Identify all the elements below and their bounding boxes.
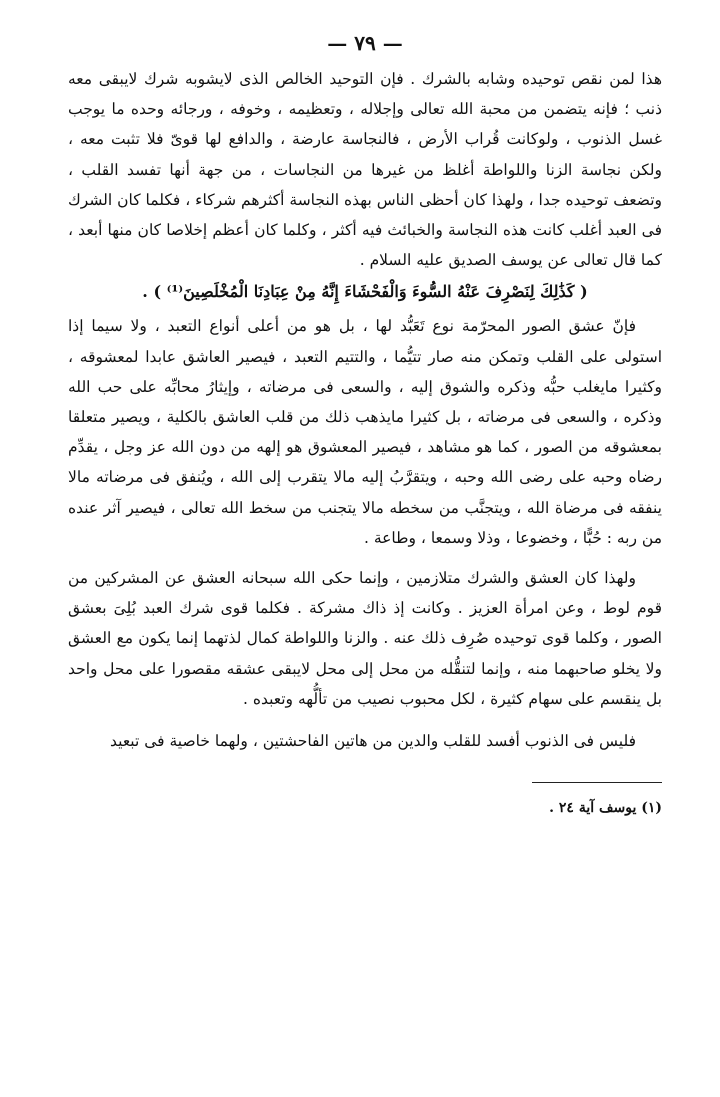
paragraph-4: فليس فى الذنوب أفسد للقلب والدين من هاتين الفاحشتين ، ولهما خاصية فى تبعيد xyxy=(110,732,636,751)
quran-verse: ( كَذَٰلِكَ لِنَصْرِفَ عَنْهُ السُّوءَ وَالْفَحْشَاءَ إِنَّهُ مِنْ عِبَادِنَا الْمُخْلَصِينَ⁽¹⁾ ) . xyxy=(142,282,588,302)
footnote-divider xyxy=(532,782,662,783)
paragraph-1: هذا لمن نقص توحيده وشابه بالشرك . فإن التوحيد الخالص الذى لايشوبه شرك لايبقى معه ذنب ؛ فإنه يتضمن من محبة الله تعالى وإجلاله ، وتعظيمه ، وخوفه ، ورجائه وحده ما يوجب غسل الذنوب ، ولوكانت قُراب الأرض ، فالنجاسة عارضة ، والدافع لها قوىّ فلا تثبت معه ، ولكن نجاسة الزنا واللواطة أغلظ من غيرها من النجاسات ، من جهة أنها تفسد القلب ، وتضعف توحيده جدا ، ولهذا كان أحظى الناس بهذه النجاسة أكثرهم شركاء ، فكلما كان الشرك فى العبد أغلب كانت هذه النجاسة والخبائث فيه أكثر ، وكلما كان أعظم إخلاصا كان منها أبعد ، كما قال تعالى عن يوسف الصديق عليه السلام . xyxy=(68,70,662,270)
footnote: (١) يوسف آية ٢٤ . xyxy=(549,800,662,817)
page-number: — ٧٩ — xyxy=(327,31,403,55)
paragraph-3: ولهذا كان العشق والشرك متلازمين ، وإنما حكى الله سبحانه العشق عن المشركين من قوم لوط ، وعن امرأة العزيز . وكانت إذ ذاك مشركة . فكلما قوى شرك العبد بُلِىَ بعشق الصور ، وكلما قوى توحيده صُرِف ذلك عنه . والزنا واللواطة كمال لذتهما إنما يكون مع العشق ولا يخلو صاحبهما منه ، وإنما لتنقُّله من محل إلى محل لايبقى عشقه مقصورا على محل واحد بل ينقسم على سهام كثيرة ، لكل محبوب نصيب من تألُّهه وتعبده . xyxy=(68,569,662,708)
body-text xyxy=(68,64,662,756)
paragraph-2: فإنّ عشق الصور المحرّمة نوع تَعَبُّد لها ، بل هو من أعلى أنواع التعبد ، ولا سيما إذا استولى على القلب وتمكن منه صار تتيُّما ، والتتيم التعبد ، فيصير العاشق عابدا لمعشوقه ، وكثيرا مايغلب حبُّه وذكره والشوق إليه ، والسعى فى مرضاته ، وإيثارُ محابِّه على حب الله وذكره ، والسعى فى مرضاته ، بل كثيرا مايذهب ذلك من قلب العاشق بالكلية ، ويصير متعلقا بمعشوقه من الصور ، كما هو مشاهد ، فيصير المعشوق هو إلهه من دون الله عز وجل ، يقدِّم رضاه وحبه على رضى الله وحبه ، ويتقرَّبُ إليه مالا يتقرب إلى الله ، ويُنفق فى مرضاته مالا ينفقه فى مرضاة الله ، ويتجنَّب من سخطه مالا يتجنب من سخط الله تعالى ، فيصير آثر عنده من ربه : حُبًّا ، وخضوعا ، وذلا وسمعا ، وطاعة . xyxy=(68,317,662,547)
